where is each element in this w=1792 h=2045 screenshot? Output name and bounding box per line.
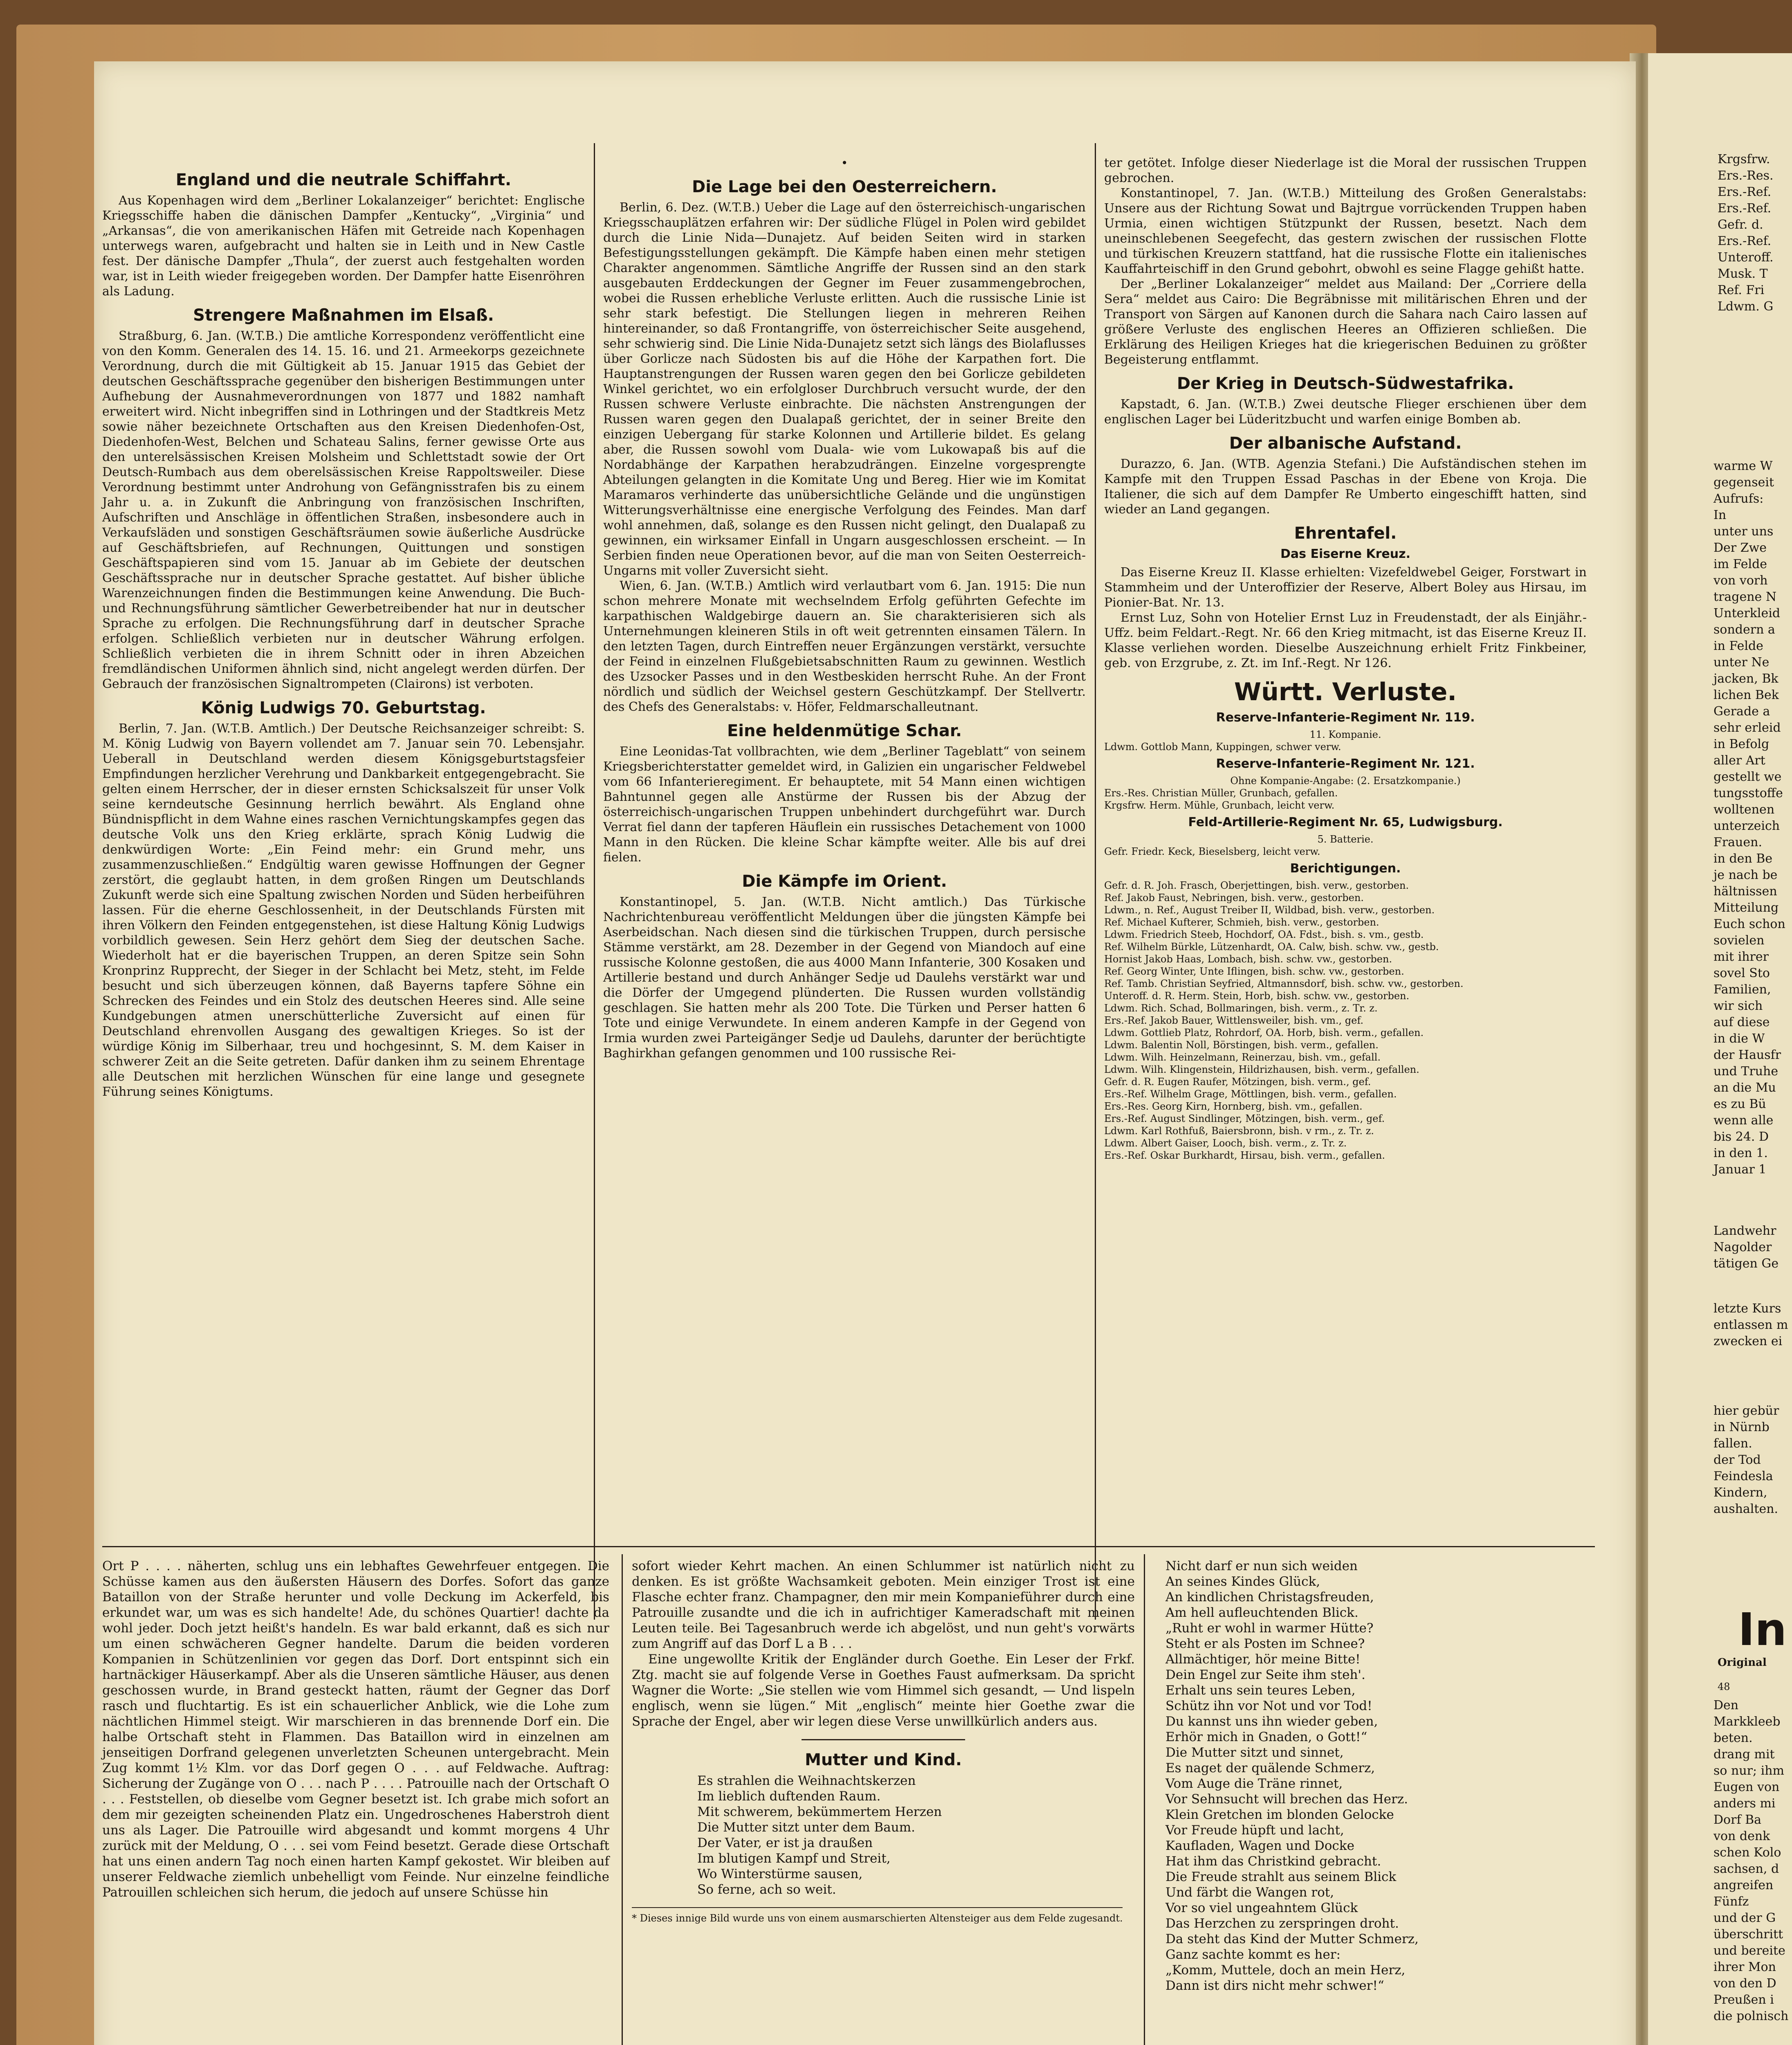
- fragment-line: im Felde: [1713, 557, 1767, 571]
- fragment-line: der Tod: [1713, 1453, 1761, 1467]
- poem-line: Die Mutter sitzt und sinnet,: [1165, 1745, 1344, 1760]
- fragment-line: Der Zwe: [1713, 541, 1767, 555]
- fragment-line: Familien,: [1713, 982, 1771, 997]
- list-item: Ref. Georg Winter, Unte Iflingen, bish. schw. vw., gestorben.: [1104, 966, 1404, 977]
- poem-line: Erhalt uns sein teures Leben,: [1165, 1683, 1356, 1698]
- chapter-number: 48: [1718, 1681, 1730, 1692]
- loss-entry: Ldwm. Gottlob Mann, Kuppingen, schwer verw.: [1104, 741, 1341, 753]
- loss-entry: Gefr. Friedr. Keck, Bieselsberg, leicht verw.: [1104, 846, 1320, 857]
- column-1: [102, 164, 585, 1099]
- fragment-line: gegenseit: [1713, 475, 1774, 490]
- fragment-line: Aufrufs:: [1713, 492, 1764, 506]
- fragment-line: sovel Sto: [1713, 966, 1770, 980]
- fragment-line: unter Ne: [1713, 655, 1770, 670]
- fragment-line: Markkleeb: [1713, 1715, 1781, 1729]
- fragment-line: Ers.-Res.: [1718, 169, 1774, 183]
- article-text: Straßburg, 6. Jan. (W.T.B.) Die amtliche Korrespondenz veröffentlicht eine von den Komm. Generalen des 14. 15. 16. und 21. Armeekorps gezeichnete Verordnung, durch die mit Gültigkeit ab 15. Januar 1915 das Gebiet der deutschen Geschäftssprache gegenüber den bisherigen Bestimmungen unter Aufhebung der Ausnahmeverordnungen von 1877 und 1882 namhaft erweitert wird. Nicht inbegriffen sind in Lothringen und der Stadtkreis Metz sowie näher bezeichnete Ortschaften aus den Kreisen Diedenhofen-Ost, Diedenhofen-West, Belchen und Schateau Salins, ferner gewisse Orte aus den unterelsässischen Kreisen Molsheim und Schlettstadt sowie der Ort Deutsch-Rumbach aus dem oberelsässischen Kreise Rappoltsweiler. Diese Verordnung bestimmt unter Androhung von Gefängnisstrafen bis zu einem Jahr u. a. in Zukunft die Anbringung von französischen Inschriften, Aufschriften und Anschläge in öffentlichen Straßen, insbesondere auch in Verkaufsläden und sonstigen Geschäftsräumen sowie äußerliche Ausdrücke auf Geschäftsbriefen, auf Rechnungen, Quittungen und sonstigen Geschäftspapieren sind vom 15. Januar ab im Gebiete der deutschen Geschäftssprache nur in deutscher Sprache gestattet. Auf bisher übliche Warenzeichnungen finden die Bestimmungen keine Anwendung. Die Buch- und Rechnungsführung sämtlicher Gewerbetreibender hat nur in deutscher Sprache zu erfolgen. Die Rechnungsführung darf in deutscher Sprache erfolgen. Schließlich verbieten nur in deutscher Währung erfolgen. Schließlich verbieten die in ihrem Schnitt oder in ihren Abzeichen fremdländischen Uniformen ähnlich sind, nicht angelegt werden dürfen. Der Gebrauch der französischen Signaltrompeten (Clairons) ist verboten.: [102, 329, 585, 691]
- fragment-line: angreifen: [1713, 1878, 1774, 1892]
- fragment-line: und bereite: [1713, 1944, 1785, 1958]
- article-text: ter getötet. Infolge dieser Niederlage ist die Moral der russischen Truppen gebrochen.: [1104, 156, 1587, 185]
- poem-line: Erhör mich in Gnaden, o Gott!“: [1165, 1730, 1368, 1744]
- fragment-line: fallen.: [1713, 1436, 1752, 1451]
- article-text: Eine Leonidas-Tat vollbrachten, wie dem „Berliner Tageblatt“ von seinem Kriegsberichterstatter gemeldet wird, in Galizien ein ungarischer Feldwebel vom 66 Infanterieregiment. Er behauptete, mit 54 Mann einen wichtigen Bahntunnel gegen alle Anstürme der Russen bis der Abzug der österreichisch-ungarischen Truppen unbehindert durchgeführt war. Durch Verrat fiel dann der tapferen Häuflein ein russisches Detachement von 1000 Mann in den Rücken. Die kleine Schar kämpfte weiter. Alle bis auf drei fielen.: [603, 744, 1086, 865]
- poem-line: Vor Sehnsucht will brechen das Herz.: [1165, 1792, 1408, 1807]
- poem-line: Das Herzchen zu zerspringen droht.: [1165, 1916, 1399, 1931]
- poem-line: Klein Gretchen im blonden Gelocke: [1165, 1807, 1394, 1822]
- fragment-line: Nagolder: [1713, 1240, 1772, 1254]
- fragment-line: Ers.-Ref.: [1718, 185, 1772, 199]
- poem-part-2: [1165, 1558, 1574, 1993]
- poem-line: Nicht darf er nun sich weiden: [1165, 1559, 1358, 1573]
- list-item: Ldwm. Albert Gaiser, Looch, bish. verm., z. Tr. z.: [1104, 1137, 1347, 1149]
- newspaper-page: [94, 61, 1636, 2045]
- fragment-line: von denk: [1713, 1829, 1770, 1843]
- fragment-line: anders mi: [1713, 1796, 1776, 1811]
- poem-line: Am hell aufleuchtenden Blick.: [1165, 1605, 1359, 1620]
- poem-line: Vor so viel ungeahntem Glück: [1165, 1901, 1358, 1915]
- fragment-line: Kindern,: [1713, 1485, 1767, 1500]
- poem-line: Hat ihm das Christkind gebracht.: [1165, 1854, 1381, 1869]
- fragment-line: Frauen.: [1713, 835, 1762, 849]
- poem-line: An seines Kindes Glück,: [1165, 1574, 1320, 1589]
- list-item: Ldwm. Gottlieb Platz, Rohrdorf, OA. Horb, bish. verm., gefallen.: [1104, 1027, 1424, 1038]
- fragment-line: ihrer Mon: [1713, 1960, 1776, 1974]
- fragment-line: In: [1713, 508, 1727, 522]
- poem-line: Im blutigen Kampf und Streit,: [697, 1851, 891, 1866]
- fragment-line: schen Kolo: [1713, 1845, 1781, 1860]
- fragment-line: wir sich: [1713, 999, 1763, 1013]
- article-text: Konstantinopel, 5. Jan. (W.T.B. Nicht amtlich.) Das Türkische Nachrichtenbureau veröffentlicht Meldungen über die jüngsten Kämpfe bei Aserbeidschan. Nach diesen sind die türkischen Truppen, durch persische Stämme verstärkt, am 28. Dezember in der Gegend von Miandoch auf eine russische Kolonne gestoßen, die aus 4000 Mann Infanterie, 300 Kosaken und Artillerie bestand und durch Anhänger Sedje ud Daulehs verstärkt war und die Dörfer der Umgegend plünderten. Die Russen wurden vollständig geschlagen. Sie hatten mehr als 200 Tote. Die Türken und Perser hatten 6 Tote und einige Verwundete. In einem anderen Kampfe in der Gegend von Irmia wurden zwei Parteigänger Sedje ud Daulehs, darunter der berüchtigte Baghirkhan gefangen genommen und 100 russische Rei-: [603, 895, 1086, 1061]
- fragment-line: die polnisch: [1713, 2009, 1789, 2023]
- list-item: Gefr. d. R. Eugen Raufer, Mötzingen, bish. verm., gef.: [1104, 1076, 1371, 1088]
- fragment-line: beten.: [1713, 1731, 1753, 1745]
- poem-line: Vor Freude hüpft und lacht,: [1165, 1823, 1344, 1838]
- fragment-line: von den D: [1713, 1976, 1776, 1991]
- regiment-heading: Reserve-Infanterie-Regiment Nr. 121.: [1216, 757, 1475, 771]
- fragment-line: so nur; ihm: [1713, 1764, 1784, 1778]
- column-rule: [622, 1554, 623, 2045]
- article-text: Konstantinopel, 7. Jan. (W.T.B.) Mitteilung des Großen Generalstabs: Unsere aus der Richtung Sowat und Bajtrgue vorrückenden Truppen haben Urmia, einen wichtigen Stützpunkt der Russen, besetzt. Nach dem uneinschlebenen Seegefecht, das gestern zwischen der russischen Flotte und türkischen Kreuzern stattfand, hat die russische Flotte ein italienisches Kauffahrteischiff in den Grund gebohrt, obwohl es seine Flagge gehißt hatte.: [1104, 186, 1587, 276]
- poem-line: Im lieblich duftenden Raum.: [697, 1789, 881, 1804]
- poem-line: Vom Auge die Träne rinnet,: [1165, 1776, 1343, 1791]
- fragment-line: entlassen m: [1713, 1318, 1788, 1332]
- fragment-line: sovielen: [1713, 933, 1765, 948]
- article-heading: Die Kämpfe im Orient.: [742, 872, 947, 891]
- article-text: Kapstadt, 6. Jan. (W.T.B.) Zwei deutsche Flieger erschienen über dem englischen Lager bei Lüderitzbucht und warfen einige Bomben ab.: [1104, 397, 1587, 427]
- poem-line: So ferne, ach so weit.: [697, 1882, 836, 1897]
- losses-heading: Württ. Verluste.: [1234, 678, 1457, 706]
- fragment-line: in die W: [1713, 1031, 1765, 1046]
- fragment-line: an die Mu: [1713, 1081, 1776, 1095]
- fragment-line: Januar 1: [1713, 1162, 1767, 1177]
- section-title-fragment: In: [1738, 1603, 1787, 1656]
- list-item: Ref. Tamb. Christian Seyfried, Altmannsdorf, bish. schw. vw., gestorben.: [1104, 978, 1464, 989]
- fragment-line: Mitteilung: [1713, 901, 1779, 915]
- feuilleton-rule: [102, 1546, 1595, 1547]
- article-text: Das Eiserne Kreuz II. Klasse erhielten: Vizefeldwebel Geiger, Forstwart in Stammheim und der Unteroffizier der Reserve, Albert Boley aus Hirsau, im Pionier-Bat. Nr. 13.: [1104, 565, 1587, 610]
- regiment-heading: Feld-Artillerie-Regiment Nr. 65, Ludwigsburg.: [1188, 815, 1503, 829]
- fragment-line: wolltenen: [1713, 802, 1775, 817]
- fragment-line: Krgsfrw.: [1718, 152, 1770, 166]
- fragment-line: warme W: [1713, 459, 1773, 473]
- poem-line: Der Vater, er ist ja draußen: [697, 1836, 873, 1850]
- fragment-line: sehr erleid: [1713, 721, 1781, 735]
- poem-line: Kaufladen, Wagen und Docke: [1165, 1838, 1354, 1853]
- poem-line: „Komm, Muttele, doch an mein Herz,: [1165, 1963, 1406, 1978]
- list-item: Ldwm. Friedrich Steeb, Hochdorf, OA. Fdst., bish. s. vm., gestb.: [1104, 929, 1424, 940]
- poem-line: Allmächtiger, hör meine Bitte!: [1165, 1652, 1361, 1667]
- fragment-line: Eugen von: [1713, 1780, 1780, 1794]
- list-item: Unteroff. d. R. Herm. Stein, Horb, bish. schw. vw., gestorben.: [1104, 990, 1410, 1002]
- list-item: Ers.-Ref. Wilhelm Grage, Möttlingen, bish. verm., gefallen.: [1104, 1088, 1397, 1100]
- article-subheading: Das Eiserne Kreuz.: [1280, 547, 1410, 561]
- article-heading: Strengere Maßnahmen im Elsaß.: [193, 306, 494, 325]
- list-item: Ers.-Ref. Jakob Bauer, Wittlensweiler, bish. vm., gef.: [1104, 1015, 1363, 1026]
- list-item: Ref. Jakob Faust, Nebringen, bish. verw., gestorben.: [1104, 892, 1364, 903]
- list-item: Ldwm. Wilh. Klingenstein, Hildrizhausen, bish. verm., gefallen.: [1104, 1064, 1419, 1075]
- facing-page: [1648, 53, 1792, 2045]
- fragment-line: zwecken ei: [1713, 1334, 1783, 1348]
- list-item: Ref. Michael Kufterer, Schmieh, bish. verw., gestorben.: [1104, 917, 1379, 928]
- fragment-line: jacken, Bk: [1713, 672, 1779, 686]
- list-item: Ers.-Ref. Oskar Burkhardt, Hirsau, bish. verm., gefallen.: [1104, 1150, 1385, 1161]
- column-3: [1104, 155, 1587, 1162]
- text-fragment: [1713, 1697, 1788, 2025]
- list-item: Ldwm. Karl Rothfuß, Baiersbronn, bish. v rm., z. Tr. z.: [1104, 1125, 1374, 1137]
- poem-line: Dein Engel zur Seite ihm steh'.: [1165, 1667, 1365, 1682]
- fragment-line: Ers.-Ref.: [1718, 234, 1772, 248]
- text-fragment: [1718, 151, 1774, 315]
- article-heading: Der albanische Aufstand.: [1229, 434, 1462, 453]
- footnote: * Dieses innige Bild wurde uns von einem ausmarschierten Altensteiger aus dem Felde zugesandt.: [632, 1912, 1123, 1924]
- article-text: Ort P . . . . näherten, schlug uns ein lebhaftes Gewehrfeuer entgegen. Die Schüsse kamen aus den äußersten Häusern des Dorfes. Sofort das ganze Bataillon von der Straße herunter und volle Deckung im Ackerfeld, bis erkundet war, um was es sich handelte! Ade, du schönes Quartier! dachte da wohl jeder. Doch jetzt heißt's handeln. Es war bald erkannt, daß es sich nur um einen schwächeren Gegner handelte. Darum die beiden vorderen Kompanien in Schützenlinien vor gegen das Dorf. Dort entspinnt sich ein hartnäckiger Häuserkampf. Aber als die Unseren sämtliche Häuser, aus denen geschossen wurde, in Brand gesteckt hatten, räumt der Gegner das Dorf rasch und fluchtartig. Es ist ein schauerlicher Anblick, wie die Lohe zum nächtlichen Himmel steigt. Wir marschieren in das brennende Dorf ein. Die halbe Ortschaft steht in Flammen. Das Bataillon wird in einzelnen am jenseitigen Dorfrand gelegenen unverletzten Scheunen untergebracht. Mein Zug kommt 1½ Klm. vor das Dorf gegen O . . . auf Feldwache. Auftrag: Sicherung der Zugänge von O . . . nach P . . . . Patrouille nach der Ortschaft O . . . Feststellen, ob dieselbe vom Gegner besetzt ist. Ich grabe mich sofort an dem mir gezeigten scheinenden Platz ein. Ungedroschenes Haberstroh dient uns als Lager. Die Patrouille wird abgesandt und kommt morgens 4 Uhr zurück mit der Meldung, O . . . sei vom Feind besetzt. Gerade diese Ortschaft hat uns einen andern Tag noch einen harten Kampf gekostet. Wir bleiben auf unserer Feldwache ziemlich unbehelligt vom Feinde. Nur einzelne feindliche Patrouillen schleichen sich herum, die jedoch auf unsere Schüsse hin: [102, 1559, 609, 1900]
- list-item: Ldwm. Wilh. Heinzelmann, Reinerzau, bish. vm., gefall.: [1104, 1052, 1381, 1063]
- subtitle-fragment: Original: [1718, 1656, 1767, 1669]
- article-text: Eine ungewollte Kritik der Engländer durch Goethe. Ein Leser der Frkf. Ztg. macht sie auf folgende Verse in Goethes Faust aufmerksam. Da spricht Wagner die Worte: „Sie stellen wie vom Himmel sich gesandt, — Und lispeln englisch, wenn sie lügen.“ Mit „englisch“ meinte hier Goethe zwar die Sprache der Engel, aber wir legen diese Verse unwillkürlich anders aus.: [632, 1652, 1135, 1729]
- article-text: Der „Berliner Lokalanzeiger“ meldet aus Mailand: Der „Corriere della Sera“ meldet aus Cairo: Die Begräbnisse mit militärischen Ehren und der Transport von Särgen auf Kanonen durch die Sahara nach Cairo lassen auf größere Verluste des englischen Heeres an Offizieren schließen. Die Erklärung des Heiligen Krieges hat die kriegerischen Beduinen zu größter Begeisterung entflammt.: [1104, 277, 1587, 367]
- poem-line: Und färbt die Wangen rot,: [1165, 1885, 1334, 1900]
- footnote-rule: [632, 1907, 1123, 1908]
- fragment-line: Gefr. d.: [1718, 218, 1763, 232]
- article-heading: Eine heldenmütige Schar.: [727, 721, 962, 740]
- article-heading: Der Krieg in Deutsch-Südwestafrika.: [1177, 374, 1514, 393]
- column-rule: [1144, 1554, 1145, 2045]
- fragment-line: Gerade a: [1713, 704, 1770, 719]
- poem-part-1: [632, 1773, 1135, 1897]
- article-text: Ernst Luz, Sohn von Hotelier Ernst Luz in Freudenstadt, der als Einjähr.-Uffz. beim Feldart.-Regt. Nr. 66 den Krieg mitmacht, ist das Eiserne Kreuz II. Klasse verliehen worden. Dieselbe Auszeichnung erhielt Fritz Finkbeiner, geb. von Erzgrube, z. Zt. im Inf.-Regt. Nr 126.: [1104, 611, 1587, 670]
- fragment-line: Den: [1713, 1698, 1739, 1712]
- list-item: Ldwm., n. Ref., August Treiber II, Wildbad, bish. verw., gestorben.: [1104, 904, 1435, 916]
- fragment-line: letzte Kurs: [1713, 1301, 1781, 1316]
- text-fragment: [1713, 1403, 1779, 1517]
- fragment-line: Feindesla: [1713, 1469, 1773, 1483]
- list-item: Ldwm. Rich. Schad, Bollmaringen, bish. verm., z. Tr. z.: [1104, 1002, 1378, 1014]
- poem-line: An kindlichen Christagsfreuden,: [1165, 1590, 1374, 1605]
- poem-line: Wo Winterstürme sausen,: [697, 1867, 863, 1881]
- article-heading: König Ludwigs 70. Geburtstag.: [201, 699, 486, 717]
- fragment-line: drang mit: [1713, 1747, 1775, 1762]
- company-label: 11. Kompanie.: [1309, 729, 1381, 740]
- article-heading: England und die neutrale Schiffahrt.: [175, 171, 512, 189]
- fragment-line: in den 1.: [1713, 1146, 1768, 1160]
- article-text: sofort wieder Kehrt machen. An einen Schlummer ist natürlich nicht zu denken. Es ist größte Wachsamkeit geboten. Mein einziger Trost ist eine Flasche echter franz. Champagner, den mir mein Kompanieführer durch eine Patrouille zusandte und die ich in aufrichtiger Kameradschaft mit meinen Leuten teile. Bei Tagesanbruch werde ich abgelöst, und nun geht's vorwärts zum Angriff auf das Dorf L a B . . .: [632, 1559, 1135, 1651]
- bottom-column-2: [632, 1558, 1135, 1924]
- fragment-line: sondern a: [1713, 622, 1775, 637]
- fragment-line: unter uns: [1713, 524, 1774, 539]
- poem-line: Du kannst uns ihn wieder geben,: [1165, 1714, 1378, 1729]
- fragment-line: unterzeich: [1713, 819, 1780, 833]
- list-item: Ers.-Ref. August Sindlinger, Mötzingen, bish. verm., gef.: [1104, 1113, 1385, 1124]
- article-text: Wien, 6. Jan. (W.T.B.) Amtlich wird verlautbart vom 6. Jan. 1915: Die nun schon mehrere Monate mit wechselndem Erfolg geführten Gefechte im karpathischen Waldgebirge dauern an. Sie charakterisieren sich als Unternehmungen kleineren Stils in oft weit getrennten einsamen Tälern. In den letzten Tagen, durch Eintreffen neuer Ergänzungen verstärkt, versuchte der Feind in einzelnen Flußgebietsabschnitten Raum zu gewinnen. Westlich des Uzsocker Passes und in den Westbeskiden herrscht Ruhe. An der Front nördlich und südlich der Weichsel gestern Geschützkampf. Der Stellvertr. des Chefs des Generalstabs: v. Höfer, Feldmarschalleutnant.: [603, 579, 1086, 714]
- fragment-line: tragene N: [1713, 590, 1777, 604]
- poem-line: Die Freude strahlt aus seinem Blick: [1165, 1870, 1397, 1884]
- fragment-line: tätigen Ge: [1713, 1256, 1779, 1271]
- fragment-line: gestellt we: [1713, 770, 1782, 784]
- loss-entry: Krgsfrw. Herm. Mühle, Grunbach, leicht verw.: [1104, 800, 1335, 811]
- fragment-line: überschritt: [1713, 1927, 1783, 1942]
- poem-line: Es naget der quälende Schmerz,: [1165, 1761, 1375, 1775]
- corrections-heading: Berichtigungen.: [1290, 861, 1401, 876]
- article-heading: Die Lage bei den Oesterreichern.: [692, 178, 997, 196]
- fragment-line: bis 24. D: [1713, 1130, 1769, 1144]
- fragment-line: in Befolg: [1713, 737, 1770, 751]
- fragment-line: auf diese: [1713, 1015, 1770, 1029]
- fragment-line: und der G: [1713, 1911, 1776, 1925]
- fragment-line: Euch schon: [1713, 917, 1785, 931]
- fragment-line: Unteroff.: [1718, 250, 1774, 265]
- fragment-line: in Felde: [1713, 639, 1763, 653]
- corrections-list: [1104, 879, 1587, 1162]
- fragment-line: lichen Bek: [1713, 688, 1779, 702]
- fragment-line: in den Be: [1713, 852, 1773, 866]
- text-fragment: [1713, 1301, 1788, 1350]
- fragment-line: und Truhe: [1713, 1064, 1779, 1079]
- poem-line: Ganz sachte kommt es her:: [1165, 1947, 1341, 1962]
- fragment-line: Musk. T: [1718, 267, 1768, 281]
- article-text: Berlin, 6. Dez. (W.T.B.) Ueber die Lage auf den österreichisch-ungarischen Kriegsschauplätzen erfahren wir: Der südliche Flügel in Polen wird gebildet durch die Linie Nida—Dunajetz. Auf beiden Seiten wird in starken Befestigungsstellungen gekämpft. Die Kämpfe haben einen mehr stetigen Charakter angenommen. Sämtliche Angriffe der Russen sind an den stark ausgebauten Erddeckungen der Gegner im Feuer zusammengebrochen, wobei die Russen erhebliche Verluste erlitten. Auch die russische Linie ist sehr stark befestigt. Die Stellungen liegen in mehreren Reihen hintereinander, so daß Frontangriffe, von österreichischer Seite ausgehend, sehr schwierig sind. Die Linie Nida-Dunajetz setzt sich längs des Biolaflusses über Gorlicze nach Südosten bis auf die Höhe der Karpathen fort. Die Hauptanstrengungen der Russen waren gegen den bei Gorlicze gebildeten Winkel gerichtet, wo ein erfolgloser Durchbruch versucht wurde, der den Russen schwere Verluste einbrachte. Die nächsten Anstrengungen der Russen waren gegen den Dualapaß gerichtet, der in seiner Breite den einzigen Uebergang für starke Kolonnen und Artillerie bildet. Es gelang aber, die Russen sowohl vom Duala- wie vom Lukowapaß bis auf die Nordabhänge der Karpathen herabzudrängen. Einzelne vorgesprengte Abteilungen gelangten in die Komitate Ung und Bereg. Hier wie im Komitat Maramaros verhinderte das unübersichtliche Gelände und die ungünstigen Witterungsverhältnisse eine energische Verfolgung des Feindes. Man darf wohl annehmen, daß, solange es den Russen nicht gelingt, den Dualapaß zu gewinnen, ein wirksamer Einfall in Ungarn ausgeschlossen erscheint. — In Serbien finden neue Operationen bevor, auf die man von Seiten Oesterreich-Ungarns mit voller Zuversicht sieht.: [603, 200, 1086, 578]
- article-text: Aus Kopenhagen wird dem „Berliner Lokalanzeiger“ berichtet: Englische Kriegsschiffe haben die dänischen Dampfer „Kentucky“, „Virginia“ und „Arkansas“, die von amerikanischen Häfen mit Getreide nach Kopenhagen unterwegs waren, aufgebracht und halten sie in Leith und in New Castle fest. Der dänische Dampfer „Thula“, der zuerst auch festgehalten worden war, ist in Leith wieder freigegeben worden. Der Dampfer hatte Eisenröhren als Ladung.: [102, 193, 585, 299]
- regiment-heading: Reserve-Infanterie-Regiment Nr. 119.: [1216, 710, 1475, 725]
- poem-title: Mutter und Kind.: [805, 1751, 962, 1769]
- list-item: Ldwm. Balentin Noll, Börstingen, bish. verm., gefallen.: [1104, 1039, 1379, 1051]
- fragment-line: der Hausfr: [1713, 1048, 1781, 1062]
- company-label: 5. Batterie.: [1317, 834, 1374, 845]
- fragment-line: Fünfz: [1713, 1894, 1749, 1909]
- fragment-line: Preußen i: [1713, 1993, 1774, 2007]
- poem-line: Schütz ihn vor Not und vor Tod!: [1165, 1699, 1372, 1713]
- poem-line: Die Mutter sitzt unter dem Baum.: [697, 1820, 915, 1835]
- fragment-line: Ref. Fri: [1718, 283, 1765, 297]
- fragment-line: wenn alle: [1713, 1113, 1774, 1128]
- column-2: [603, 155, 1086, 1061]
- ornament-dot: •: [841, 156, 848, 170]
- fragment-line: mit ihrer: [1713, 950, 1769, 964]
- list-item: Ers.-Res. Georg Kirn, Hornberg, bish. vm., gefallen.: [1104, 1101, 1363, 1112]
- text-fragment: [1713, 1223, 1779, 1272]
- fragment-line: tungsstoffe: [1713, 786, 1783, 800]
- list-item: Ref. Wilhelm Bürkle, Lützenhardt, OA. Calw, bish. schw. vw., gestb.: [1104, 941, 1439, 953]
- poem-line: „Ruht er wohl in warmer Hütte?: [1165, 1621, 1374, 1636]
- fragment-line: Ers.-Ref.: [1718, 201, 1772, 216]
- section-rule: [802, 1739, 965, 1740]
- fragment-line: aller Art: [1713, 753, 1765, 768]
- fragment-line: hier gebür: [1713, 1404, 1779, 1418]
- article-text: Berlin, 7. Jan. (W.T.B. Amtlich.) Der Deutsche Reichsanzeiger schreibt: S. M. König Ludwig von Bayern vollendet am 7. Januar sein 70. Lebensjahr. Ueberall in Deutschland werden diesem Königsgeburtstagsfeier Empfindungen herzlicher Verehrung und Dankbarkeit entgegengebracht. Sie gelten einem Herrscher, der in dieser ernsten Schicksalszeit für unser Volk seine kerndeutsche Gesinnung herrlich bewährt. Als England ohne Bündnispflicht in dem Wahne eines raschen Vernichtungskampfes gegen das deutsche Volk uns den Krieg erklärte, sprach König Ludwig die denkwürdigen Worte: „Ein Feind mehr: ein Grund mehr, uns zusammenzuschließen.“ Endgültig waren gewisse Hoffnungen der Gegner zerstört, die geglaubt hatten, in dem großen Ringen um Deutschlands Zukunft werde sich eine Spaltung zwischen Norden und Süden herbeiführen lassen. Für die eherne Geschlossenheit, in der Deutschlands Fürsten mit ihren Völkern den Feinden entgegenstehen, ist diese Haltung König Ludwigs vorbildlich gewesen. Sein Herz gehört dem Sieg der deutschen Sache. Wiederholt hat er die bayerischen Truppen, an deren Spitze sein Sohn Kronprinz Rupprecht, der Sieger in der Schlacht bei Metz, steht, im Felde besucht und sich überzeugen können, daß Bayerns tapfere Söhne ein Schrecken des Feindes und ein Stolz des deutschen Heeres sind. Alle seine Kundgebungen atmen unerschütterliche Zuversicht auf einen für Deutschland ehrenvollen Ausgang des gewaltigen Krieges. So ist der würdige König im Silberhaar, treu und hochgesinnt, S. M. dem Kaiser in schwerer Zeit an die Seite getreten. Dafür danken ihm zu seinem Ehrentage alle Deutschen mit herzlichen Wünschen für eine lange und gesegnete Führung seines Königtums.: [102, 721, 585, 1099]
- fragment-line: hältnissen: [1713, 884, 1777, 899]
- bottom-column-1: [102, 1558, 609, 1900]
- fragment-line: in Nürnb: [1713, 1420, 1770, 1434]
- poem-line: Dann ist dirs nicht mehr schwer!“: [1165, 1978, 1384, 1993]
- article-text: Durazzo, 6. Jan. (WTB. Agenzia Stefani.) Die Aufständischen stehen im Kampfe mit den Truppen Essad Paschas in der Ebene von Kroja. Die Italiener, die sich auf dem Dampfer Re Umberto eingeschifft hatten, sind wieder an Land gegangen.: [1104, 457, 1587, 517]
- fragment-line: von vorh: [1713, 573, 1768, 588]
- fragment-line: Unterkleid: [1713, 606, 1781, 620]
- poem-line: Steht er als Posten im Schnee?: [1165, 1636, 1365, 1651]
- fragment-line: Landwehr: [1713, 1224, 1776, 1238]
- text-fragment: [1713, 458, 1785, 1178]
- company-label: Ohne Kompanie-Angabe: (2. Ersatzkompanie.): [1230, 775, 1461, 787]
- fragment-line: Ldwm. G: [1718, 299, 1774, 314]
- column-rule: [594, 143, 595, 1620]
- article-heading: Ehrentafel.: [1294, 524, 1397, 543]
- fragment-line: Dorf Ba: [1713, 1813, 1762, 1827]
- loss-entry: Ers.-Res. Christian Müller, Grunbach, gefallen.: [1104, 787, 1338, 799]
- fragment-line: aushalten.: [1713, 1502, 1779, 1516]
- fragment-line: es zu Bü: [1713, 1097, 1766, 1111]
- column-rule: [1095, 143, 1096, 1620]
- list-item: Gefr. d. R. Joh. Frasch, Oberjettingen, bish. verw., gestorben.: [1104, 880, 1409, 891]
- poem-line: Es strahlen die Weihnachtskerzen: [697, 1773, 916, 1788]
- poem-line: Mit schwerem, bekümmertem Herzen: [697, 1805, 942, 1819]
- poem-line: Da steht das Kind der Mutter Schmerz,: [1165, 1932, 1419, 1946]
- fragment-line: sachsen, d: [1713, 1862, 1779, 1876]
- list-item: Hornist Jakob Haas, Lombach, bish. schw. vw., gestorben.: [1104, 953, 1392, 965]
- fragment-line: je nach be: [1713, 868, 1778, 882]
